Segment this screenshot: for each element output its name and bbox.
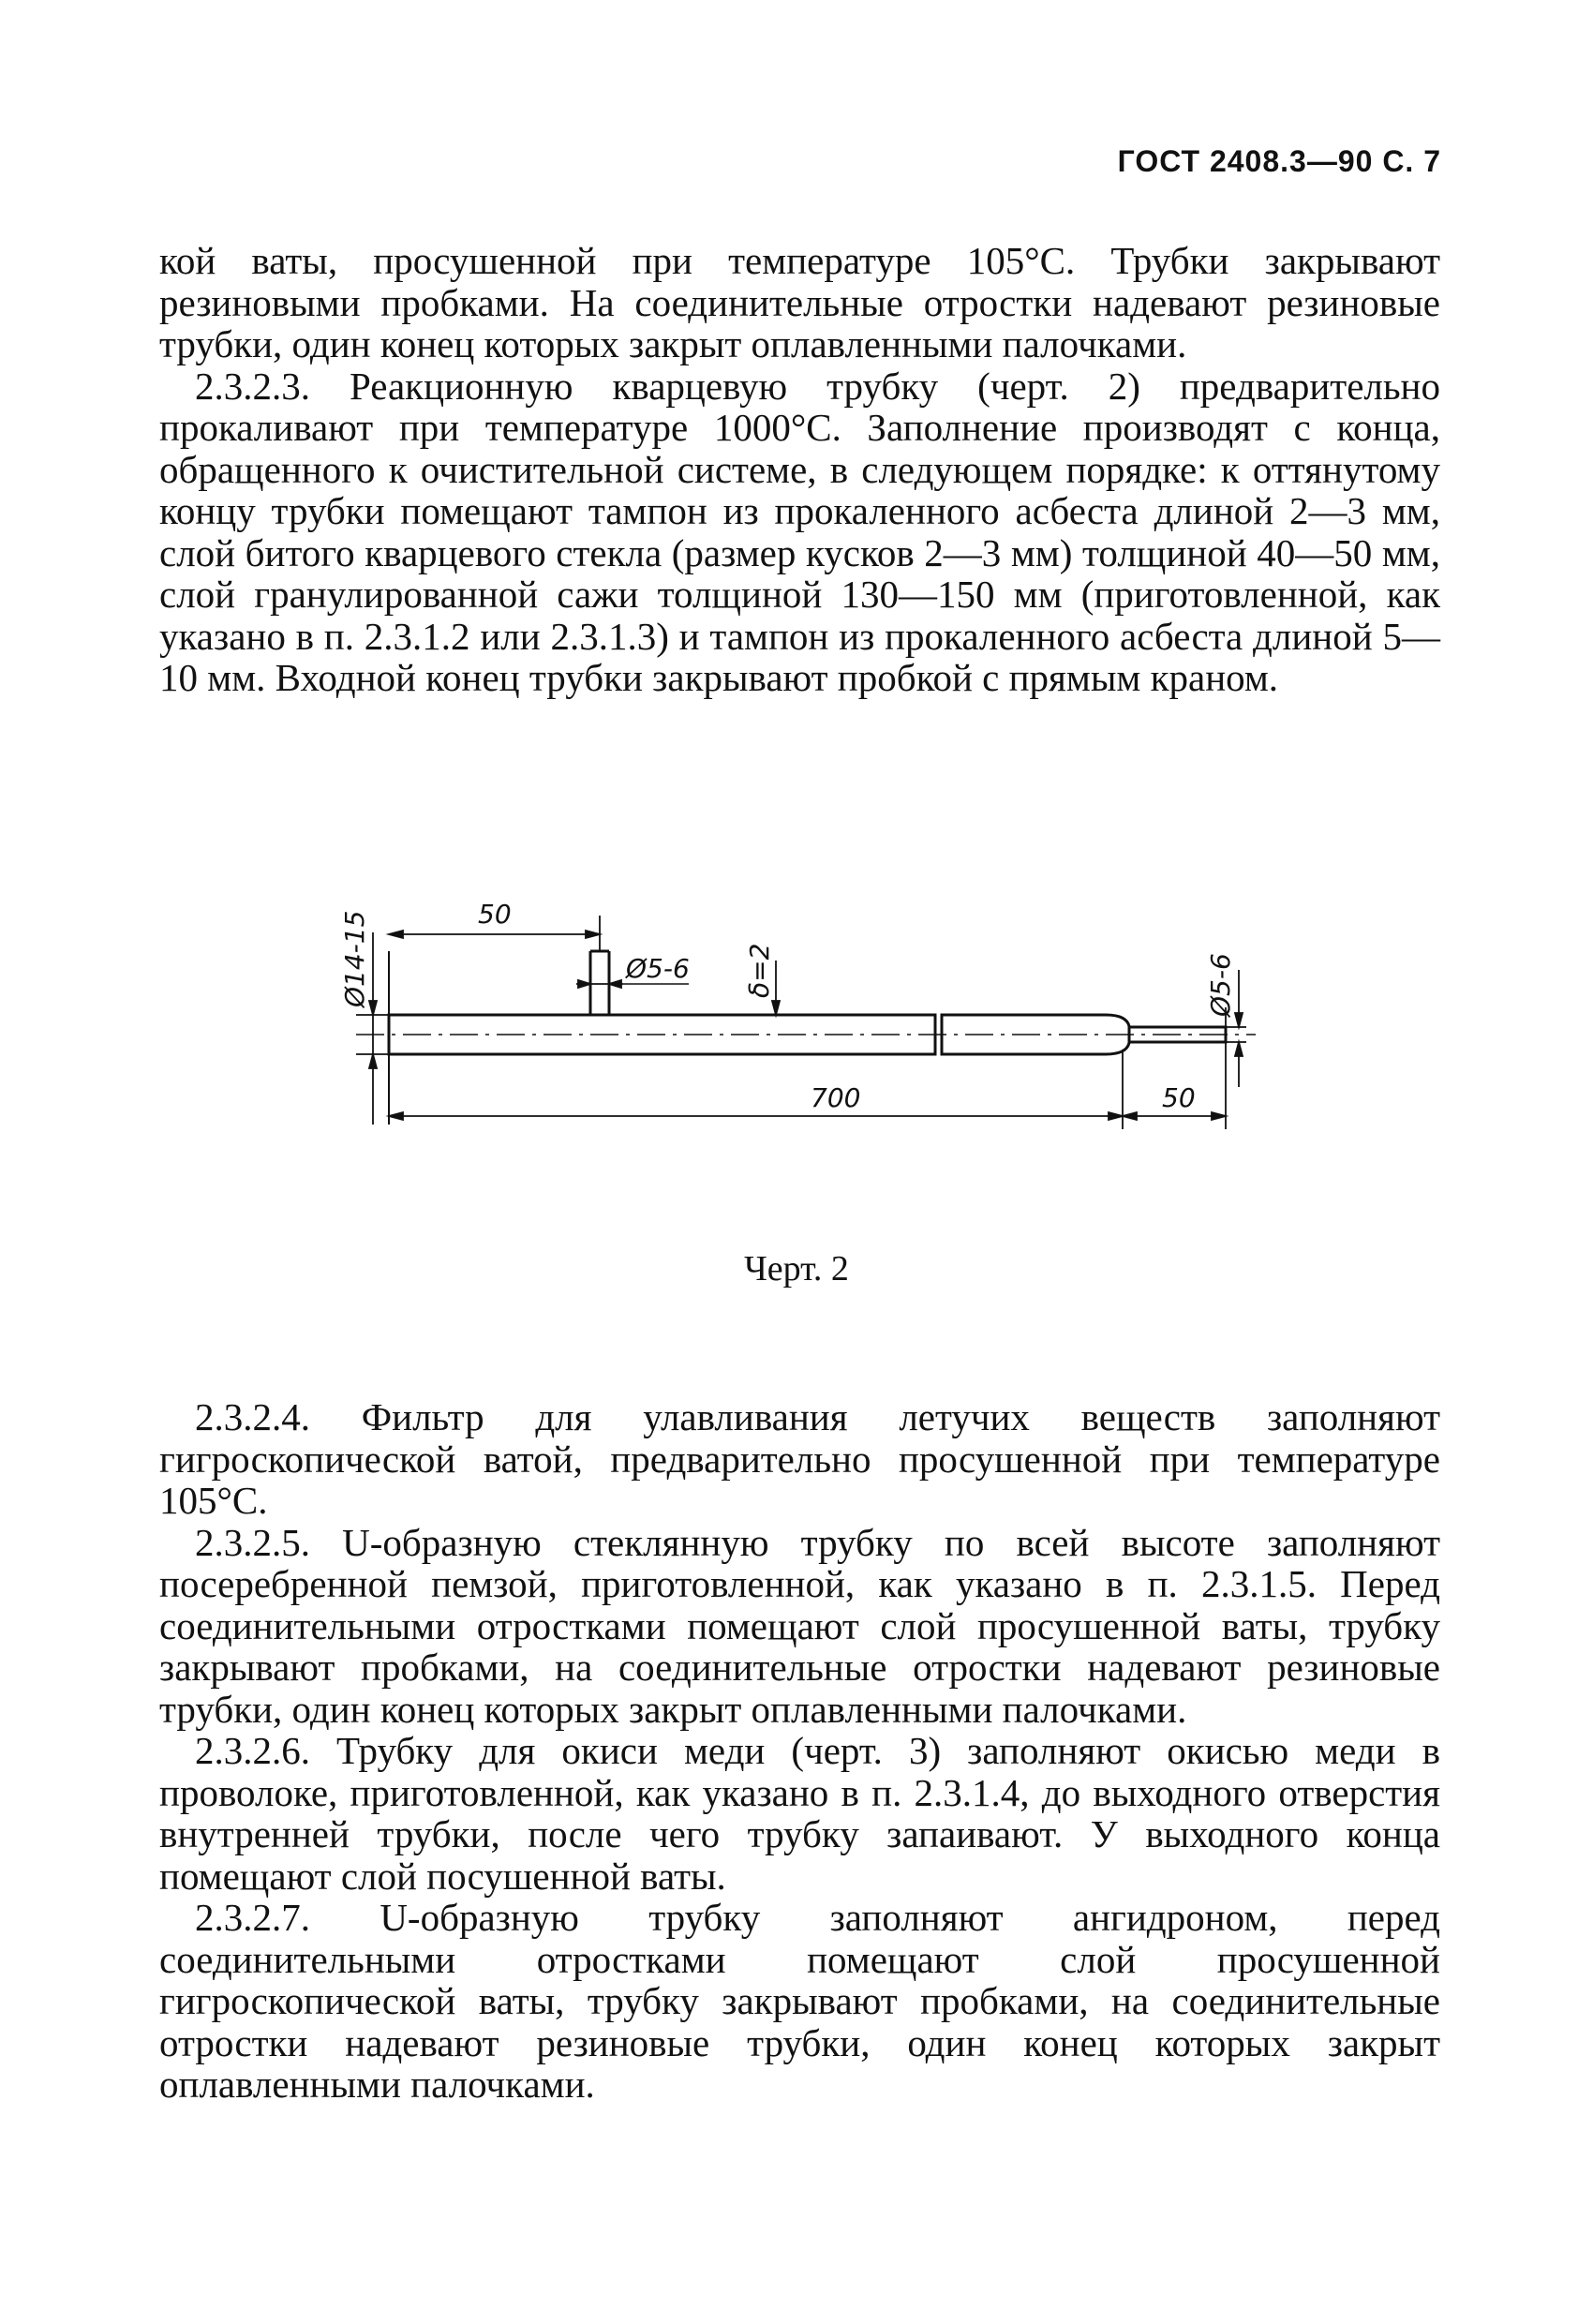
text-block-bottom — [159, 1396, 1440, 2106]
text-block-top — [159, 240, 1440, 699]
dim-d5-branch: Ø5-6 — [626, 953, 690, 984]
paragraph-2-3-2-5: 2.3.2.5. U-образную стеклянную трубку по всей высоте заполняют посеребренной пемзой, приготовленной, как указано в п. 2.3.1.5. Перед соединительными отростками помещают слой просушенной ваты, трубку закрывают пробками, на соединительные отростки надевают резиновые трубки, один конец которых закрыт оплавленными палочками. — [159, 1520, 1440, 1731]
tube-drawing — [337, 895, 1265, 1176]
dim-d5-end: Ø5-6 — [1205, 953, 1236, 1017]
branch-tube — [590, 951, 609, 1015]
dim-d14: Ø14-15 — [339, 910, 370, 1007]
paragraph-continuation: кой ваты, просушенной при температуре 105°С. Трубки закрывают резиновыми пробками. На соединительные отростки надевают резиновые трубки, один конец которых закрыт оплавленными палочками. — [159, 239, 1440, 365]
dim-50-top: 50 — [478, 899, 512, 930]
paragraph-2-3-2-4: 2.3.2.4. Фильтр для улавливания летучих веществ заполняют гигроскопической ватой, предварительно просушенной при температуре 105°С. — [159, 1395, 1440, 1522]
dim-700: 700 — [811, 1082, 861, 1113]
page-header: ГОСТ 2408.3—90 С. 7 — [1117, 144, 1441, 178]
dim-50-end: 50 — [1162, 1082, 1196, 1113]
paragraph-2-3-2-6: 2.3.2.6. Трубку для окиси меди (черт. 3) заполняют окисью меди в проволоке, приготовленной, как указано в п. 2.3.1.4, до выходного отверстия внутренней трубки, после чего трубку запаивают. У выходного конца помещают слой посушенной ваты. — [159, 1729, 1440, 1898]
paragraph-2-3-2-7: 2.3.2.7. U-образную трубку заполняют ангидроном, перед соединительными отростками помещают слой просушенной гигроскопической ваты, трубку закрывают пробками, на соединительные отростки надевают резиновые трубки, один конец которых закрыт оплавленными палочками. — [159, 1896, 1440, 2106]
dim-wall: δ=2 — [744, 943, 775, 998]
paragraph-2-3-2-3: 2.3.2.3. Реакционную кварцевую трубку (черт. 2) предварительно прокаливают при температуре 1000°С. Заполнение производят с конца, обращенного к очистительной системе, в следующем порядке: к оттянутому концу трубки помещают тампон из прокаленного асбеста длиной 2—3 мм, слой битого кварцевого стекла (размер кусков 2—3 мм) толщиной 40—50 мм, слой гранулированной сажи толщиной 130—150 мм (приготовленной, как указано в п. 2.3.1.2 или 2.3.1.3) и тампон из прокаленного асбеста длиной 5—10 мм. Входной конец трубки закрывают пробкой с прямым краном. — [159, 364, 1440, 699]
figure-caption: Черт. 2 — [744, 1249, 849, 1289]
